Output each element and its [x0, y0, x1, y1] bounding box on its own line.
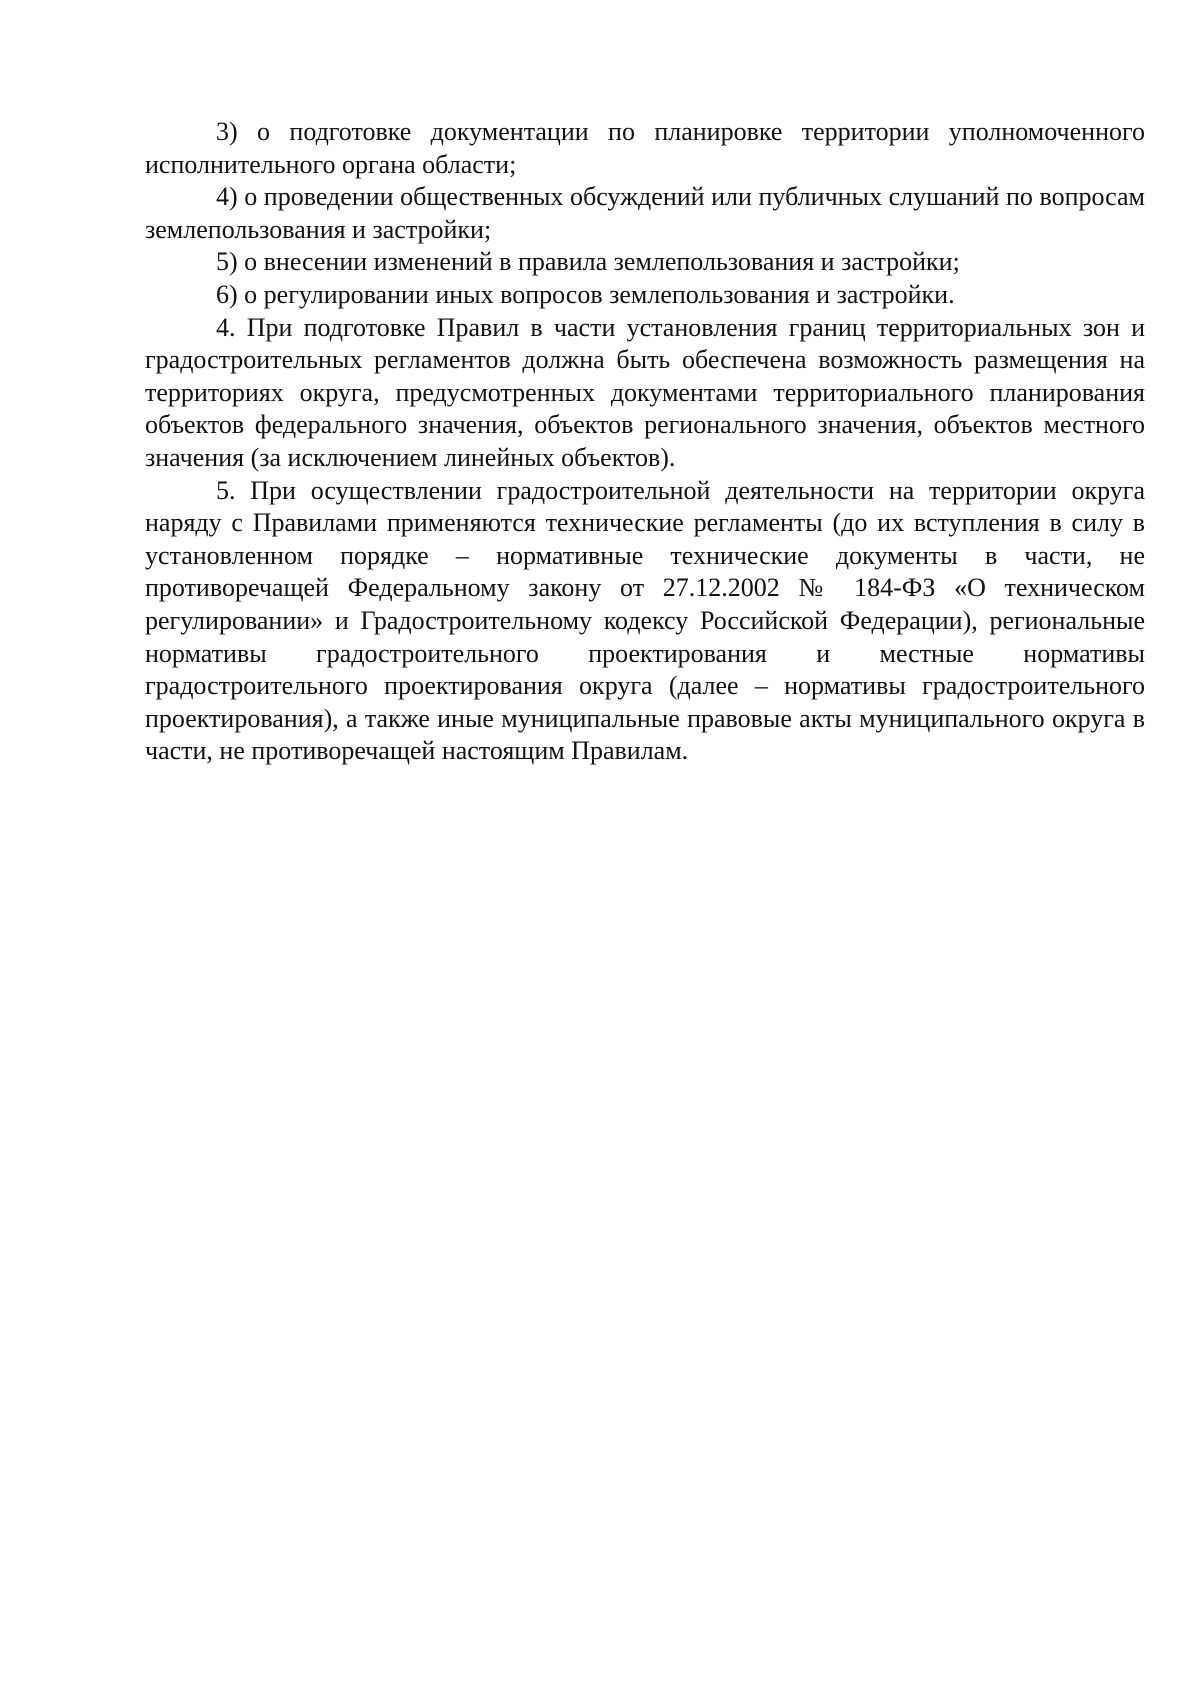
paragraph-item-6: 6) о регулировании иных вопросов землепользования и застройки. — [216, 279, 955, 309]
paragraph-section-5: 5. При осуществлении градостроительной деятельности на территории округа наряду с Правилами применяются технические регламенты (до их вступления в силу в установленном порядке – нормативные технические документы в части, не противоречащей Федеральному закону от 27.12.2002 № 184-ФЗ «О техническом регулировании» и Градостроительному кодексу Российской Федерации), региональные нормативы градостроительного проектирования и местные нормативы градостроительного проектирования округа (далее – нормативы градостроительного проектирования), а также иные муниципальные правовые акты муниципального округа в части, не противоречащей настоящим Правилам. — [145, 475, 1145, 766]
paragraph-item-5: 5) о внесении изменений в правила землепользования и застройки; — [216, 247, 960, 277]
paragraph-item-4: 4) о проведении общественных обсуждений или публичных слушаний по вопросам землепользования и застройки; — [145, 182, 1145, 244]
paragraph-section-4: 4. При подготовке Правил в части установления границ территориальных зон и градостроительных регламентов должна быть обеспечена возможность размещения на территориях округа, предусмотренных документами территориального планирования объектов федерального значения, объектов регионального значения, объектов местного значения (за исключением линейных объектов). — [145, 312, 1145, 472]
paragraph-item-3: 3) о подготовке документации по планировке территории уполномоченного исполнительного органа области; — [145, 117, 1145, 179]
document-body — [145, 116, 1145, 768]
